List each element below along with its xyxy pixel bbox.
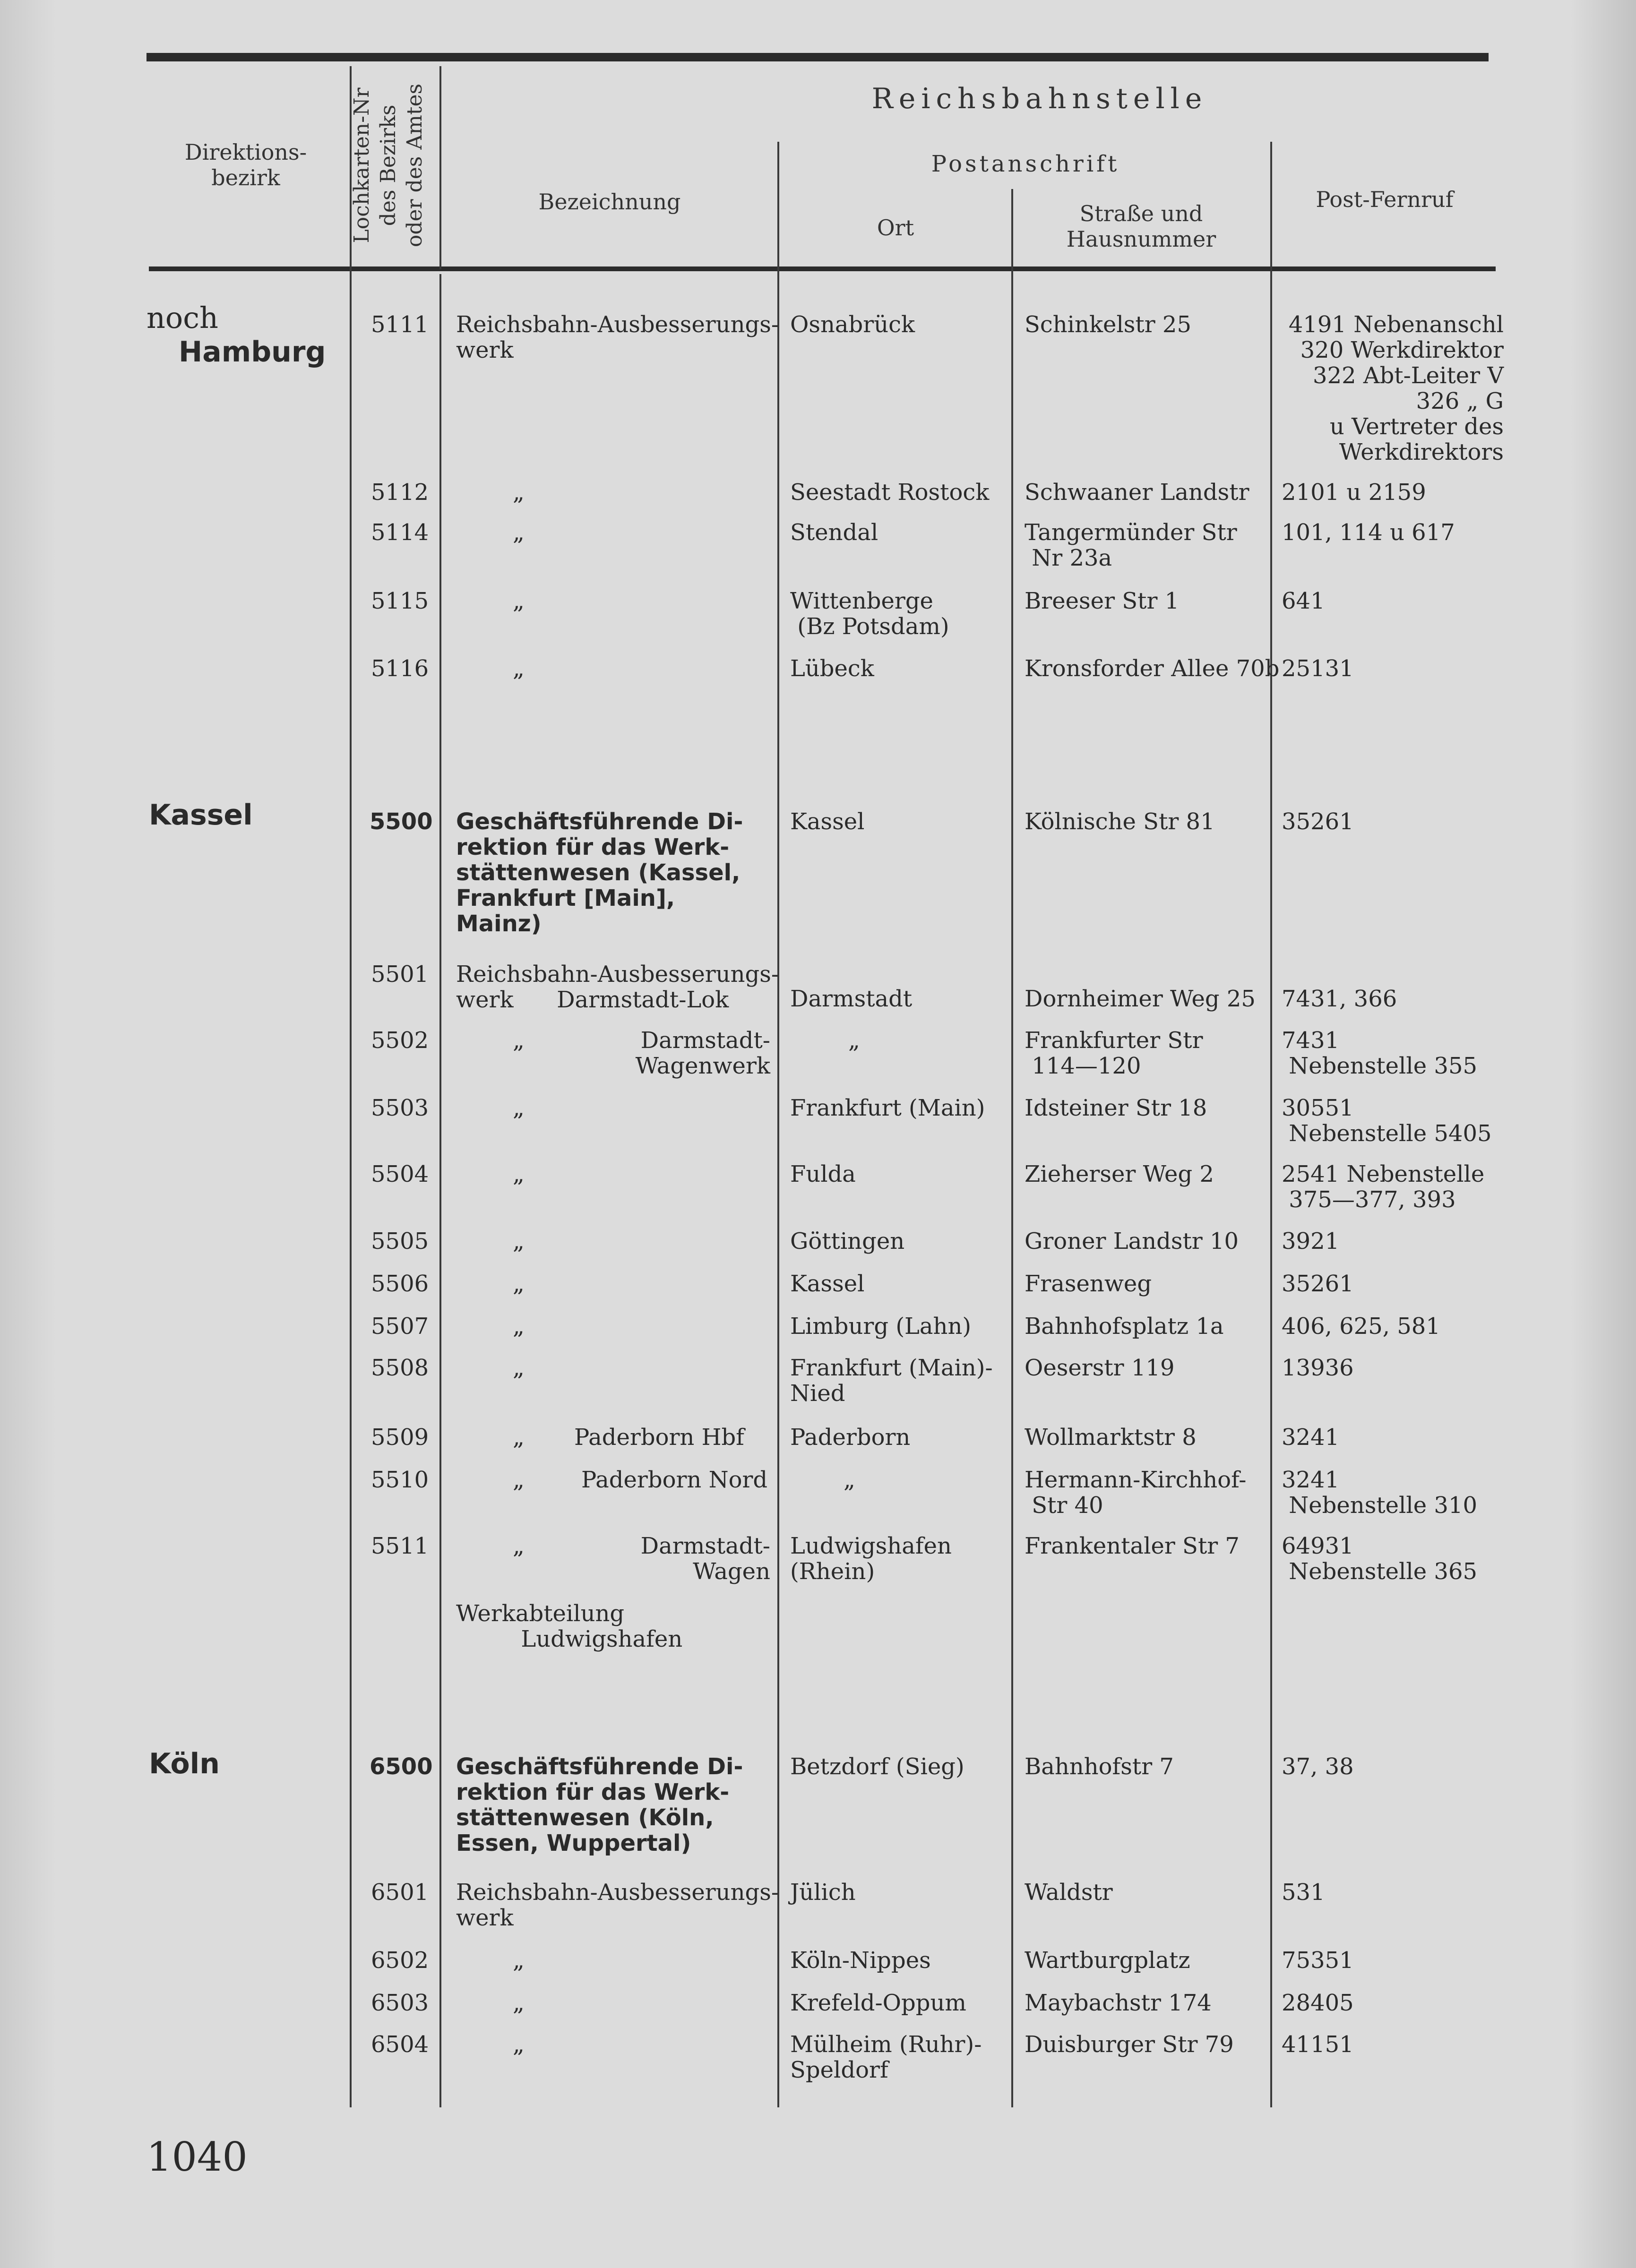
- table-row-strasse: Bahnhofstr 7: [1025, 1753, 1174, 1780]
- table-row-ort: Darmstadt: [790, 986, 913, 1012]
- table-row-strasse: Oeserstr 119: [1025, 1355, 1175, 1381]
- table-row-ort: Mülheim (Ruhr)- Speldorf: [790, 2031, 982, 2083]
- table-row-fernruf: 406, 625, 581: [1282, 1313, 1440, 1340]
- table-row-bezeichnung: Geschäftsführende Di- rektion für das Werk- stättenwesen (Kassel, Frankfurt [Main], Mainz): [456, 808, 743, 937]
- table-row-ort: Krefeld-Oppum: [790, 1990, 966, 2016]
- table-row-fernruf: 2101 u 2159: [1282, 479, 1426, 506]
- column-divider: [1270, 142, 1272, 2107]
- table-row-fernruf: 3241: [1282, 1424, 1340, 1451]
- header-reichsbahnstelle: Reichsbahnstelle: [871, 82, 1208, 115]
- column-divider: [350, 66, 352, 2107]
- table-row-strasse: Wollmarktstr 8: [1025, 1424, 1197, 1451]
- table-row-strasse: Wartburgplatz: [1025, 1947, 1190, 1974]
- table-row-bezeichnung: Paderborn Nord: [581, 1467, 768, 1493]
- table-row-bezeichnung: „: [513, 1313, 525, 1340]
- header-postanschrift: Postanschrift: [931, 151, 1120, 177]
- top-rule: [146, 53, 1489, 61]
- table-row-ort: Kassel: [790, 808, 865, 835]
- table-row-strasse: Schwaaner Landstr: [1025, 479, 1249, 506]
- column-divider: [439, 66, 441, 269]
- table-row-ort: Ludwigshafen (Rhein): [790, 1533, 952, 1585]
- table-row-strasse: Waldstr: [1025, 1879, 1113, 1906]
- table-row-nr: 5111: [371, 311, 429, 338]
- table-row-nr: 6504: [371, 2031, 429, 2058]
- table-row-ort: Köln-Nippes: [790, 1947, 931, 1974]
- table-row-nr: 5506: [371, 1271, 429, 1297]
- region-koeln: Köln: [149, 1747, 220, 1780]
- table-row-nr: 6500: [370, 1753, 433, 1780]
- table-row-nr: 5509: [371, 1424, 429, 1451]
- table-row-fernruf: 37, 38: [1282, 1753, 1354, 1780]
- table-row-nr: 5500: [370, 808, 433, 835]
- table-row-bezeichnung: Reichsbahn-Ausbesserungs- werk: [456, 311, 779, 363]
- table-row-ort: Fulda: [790, 1161, 856, 1187]
- table-row-fernruf: 641: [1282, 588, 1325, 614]
- table-row-bezeichnung: „: [513, 1271, 525, 1297]
- table-row-strasse: Maybachstr 174: [1025, 1990, 1212, 2016]
- region-hamburg: Hamburg: [179, 335, 326, 369]
- table-row-fernruf: 35261: [1282, 1271, 1354, 1297]
- table-row-bezeichnung: „: [513, 1990, 525, 2016]
- table-row-bezeichnung: „: [513, 479, 525, 506]
- table-row-bezeichnung: Darmstadt- Wagen: [640, 1533, 770, 1585]
- table-row-strasse: Kölnische Str 81: [1025, 808, 1215, 835]
- table-row-strasse: Frankentaler Str 7: [1025, 1533, 1240, 1559]
- table-row-fernruf: 3921: [1282, 1228, 1340, 1254]
- table-row-fernruf: 30551 Nebenstelle 5405: [1282, 1095, 1492, 1147]
- table-row-nr: 5114: [371, 519, 429, 546]
- table-row-strasse: Groner Landstr 10: [1025, 1228, 1239, 1254]
- table-row-ort: Betzdorf (Sieg): [790, 1753, 964, 1780]
- column-divider: [439, 274, 441, 2107]
- table-row-ort: Osnabrück: [790, 311, 915, 338]
- page-edge-shadow-left: [0, 0, 57, 2268]
- table-row-nr: 5116: [371, 655, 429, 682]
- table-row-strasse: Idsteiner Str 18: [1025, 1095, 1207, 1121]
- table-row-nr: 5504: [371, 1161, 429, 1187]
- table-row-bezeichnung: „: [513, 1095, 525, 1121]
- table-row-bezeichnung: Geschäftsführende Di- rektion für das Werk- stättenwesen (Köln, Essen, Wuppertal): [456, 1753, 743, 1856]
- table-row-bezeichnung: Reichsbahn-Ausbesserungs- werk: [456, 1879, 779, 1931]
- table-row-bezeichnung: „: [513, 2031, 525, 2058]
- table-row-bezeichnung: „: [513, 1947, 525, 1974]
- table-row-ort: Paderborn: [790, 1424, 911, 1451]
- header-lochkarten-nr: Lochkarten-Nr des Bezirks oder des Amtes: [350, 83, 427, 248]
- table-row-fernruf: 7431, 366: [1282, 986, 1397, 1012]
- header-direktionsbezirk: Direktions- bezirk: [184, 139, 307, 190]
- table-row-werkabteilung: Werkabteilung Ludwigshafen: [456, 1600, 683, 1652]
- table-row-bezeichnung: Reichsbahn-Ausbesserungs- werk Darmstadt-Lok: [456, 961, 779, 1013]
- table-row-strasse: Dornheimer Weg 25: [1025, 986, 1256, 1012]
- table-row-nr: 6501: [371, 1879, 429, 1906]
- table-row-bezeichnung: „: [513, 588, 525, 614]
- table-row-ort: Wittenberge (Bz Potsdam): [790, 588, 949, 640]
- table-row-fernruf: 13936: [1282, 1355, 1354, 1381]
- column-divider: [1011, 189, 1013, 2107]
- table-row-fernruf: 64931 Nebenstelle 365: [1282, 1533, 1478, 1585]
- table-row-bezeichnung: „: [513, 519, 525, 546]
- table-row-fernruf: 28405: [1282, 1990, 1354, 2016]
- table-row-fernruf: 35261: [1282, 808, 1354, 835]
- table-row-ort: Seestadt Rostock: [790, 479, 990, 506]
- table-row-nr: 5502: [371, 1027, 429, 1054]
- region-noch-label: noch: [146, 301, 218, 335]
- header-ort: Ort: [877, 215, 914, 241]
- header-strasse: Straße und Hausnummer: [1066, 201, 1216, 252]
- table-row-bezeichnung-mark: „: [513, 1027, 525, 1054]
- page-number: 1040: [146, 2134, 248, 2180]
- column-divider: [777, 142, 779, 2107]
- table-row-ort: Göttingen: [790, 1228, 905, 1254]
- table-row-nr: 5503: [371, 1095, 429, 1121]
- table-row-fernruf: 3241 Nebenstelle 310: [1282, 1467, 1478, 1519]
- table-row-fernruf: 75351: [1282, 1947, 1354, 1974]
- table-row-strasse: Zieherser Weg 2: [1025, 1161, 1214, 1187]
- table-row-ort: Lübeck: [790, 655, 874, 682]
- table-row-ort: „: [848, 1027, 860, 1054]
- table-row-strasse: Hermann-Kirchhof- Str 40: [1025, 1467, 1247, 1519]
- postanschrift-underline: [777, 189, 1270, 191]
- table-row-ort: Kassel: [790, 1271, 865, 1297]
- table-row-nr: 5501: [371, 961, 429, 988]
- table-row-nr: 5507: [371, 1313, 429, 1340]
- table-row-bezeichnung: Paderborn Hbf: [574, 1424, 744, 1451]
- table-row-ort: Frankfurt (Main): [790, 1095, 985, 1121]
- table-row-strasse: Breeser Str 1: [1025, 588, 1180, 614]
- header-fernruf: Post-Fernruf: [1316, 187, 1454, 212]
- table-row-strasse: Tangermünder Str Nr 23a: [1025, 519, 1237, 571]
- header-bezeichnung: Bezeichnung: [538, 189, 681, 215]
- table-row-strasse: Bahnhofsplatz 1a: [1025, 1313, 1224, 1340]
- table-row-strasse: Schinkelstr 25: [1025, 311, 1191, 338]
- page-edge-shadow-right: [1570, 0, 1636, 2268]
- table-row-fernruf: 101, 114 u 617: [1282, 519, 1455, 546]
- table-row-bezeichnung: „: [513, 1161, 525, 1187]
- table-row-bezeichnung: „: [513, 1228, 525, 1254]
- table-row-fernruf: 25131: [1282, 655, 1354, 682]
- table-row-nr: 5112: [371, 479, 429, 506]
- table-row-fernruf: 2541 Nebenstelle 375—377, 393: [1282, 1161, 1485, 1213]
- table-row-ort: „: [844, 1467, 855, 1493]
- table-row-ort: Limburg (Lahn): [790, 1313, 972, 1340]
- table-row-nr: 5505: [371, 1228, 429, 1254]
- table-row-strasse: Kronsforder Allee 70b: [1025, 655, 1280, 682]
- table-row-ort: Jülich: [790, 1879, 856, 1906]
- table-row-bezeichnung: Darmstadt- Wagenwerk: [635, 1027, 770, 1079]
- table-row-strasse: Duisburger Str 79: [1025, 2031, 1234, 2058]
- table-row-fernruf: 531: [1282, 1879, 1325, 1906]
- table-row-nr: 5508: [371, 1355, 429, 1381]
- table-row-nr: 6502: [371, 1947, 429, 1974]
- table-row-ort: Frankfurt (Main)- Nied: [790, 1355, 993, 1407]
- table-row-bezeichnung-mark: „: [513, 1424, 525, 1451]
- table-row-bezeichnung-mark: „: [513, 1533, 525, 1559]
- table-row-fernruf: 41151: [1282, 2031, 1354, 2058]
- table-row-strasse: Frankfurter Str 114—120: [1025, 1027, 1203, 1079]
- table-row-fernruf: 7431 Nebenstelle 355: [1282, 1027, 1478, 1079]
- region-kassel: Kassel: [149, 799, 253, 832]
- table-row-nr: 5511: [371, 1533, 429, 1559]
- table-row-strasse: Frasenweg: [1025, 1271, 1152, 1297]
- table-row-nr: 6503: [371, 1990, 429, 2016]
- table-row-nr: 5115: [371, 588, 429, 614]
- table-row-bezeichnung: „: [513, 655, 525, 682]
- table-row-bezeichnung: „: [513, 1355, 525, 1381]
- table-row-fernruf: 4191 Nebenanschl 320 Werkdirektor 322 Abt-Leiter V 326 „ G u Vertreter des Werkdirektors: [1288, 311, 1504, 465]
- table-row-ort: Stendal: [790, 519, 878, 546]
- table-row-nr: 5510: [371, 1467, 429, 1493]
- table-row-bezeichnung-mark: „: [513, 1467, 525, 1493]
